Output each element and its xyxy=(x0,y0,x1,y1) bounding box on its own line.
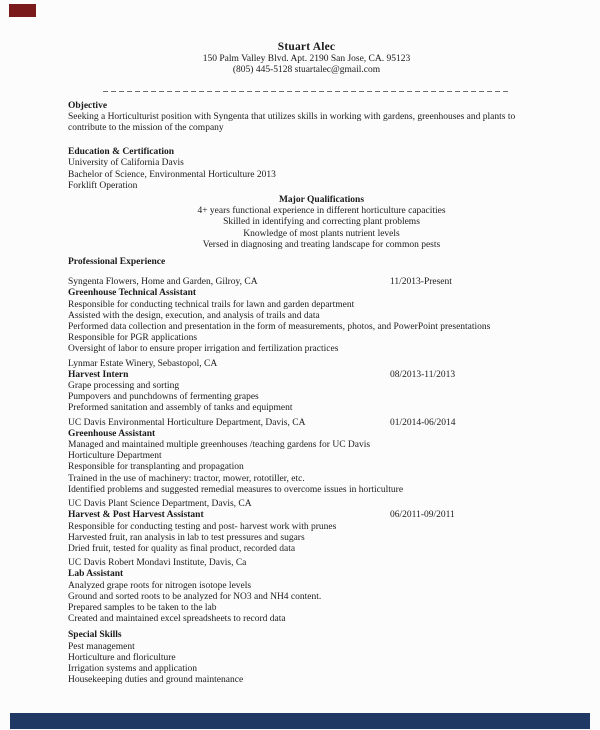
job-bullet: Pumpovers and punchdowns of fermenting grapes xyxy=(68,392,259,403)
education-heading: Education & Certification xyxy=(68,147,175,158)
section-education xyxy=(68,147,575,192)
phone-email-line: (805) 445-5128 stuartalec@gmail.com xyxy=(232,64,381,75)
education-line: Bachelor of Science, Environmental Horticulture 2013 xyxy=(68,169,276,180)
candidate-name: Stuart Alec xyxy=(277,41,336,53)
job-bullet: Dried fruit, tested for quality as final product, recorded data xyxy=(68,543,296,554)
job-bullet: Assisted with the design, execution, and analysis of trails and data xyxy=(68,310,320,321)
job-title: Harvest & Post Harvest Assistant xyxy=(68,510,204,521)
skill-line: Housekeeping duties and ground maintenance xyxy=(68,675,244,686)
qualification-line: Versed in diagnosing and treating landscape for common pests xyxy=(202,239,441,250)
qualification-line: Skilled in identifying and correcting plant problems xyxy=(223,217,420,228)
job-bullet: Oversight of labor to ensure proper irrigation and fertilization practices xyxy=(68,344,339,355)
job-block xyxy=(68,359,575,415)
job-bullet: Identified problems and suggested remedial measures to overcome issues in horticulture xyxy=(68,484,404,495)
objective-heading: Objective xyxy=(68,100,108,111)
job-date: 08/2013-11/2013 xyxy=(390,369,456,380)
job-company: Syngenta Flowers, Home and Garden, Gilroy, CA xyxy=(68,277,258,288)
job-bullet: Preformed sanitation and assembly of tanks and equipment xyxy=(68,403,293,414)
skill-line: Pest management xyxy=(68,641,135,652)
bottom-blue-bar xyxy=(10,713,590,729)
job-bullet: Performed data collection and presentation in the form of measurements, photos, and PowerPoint presentations xyxy=(68,322,491,333)
job-bullet: Responsible for transplanting and propagation xyxy=(68,462,244,473)
education-line: Forklift Operation xyxy=(68,180,138,191)
job-bullet: Horticulture Department xyxy=(68,451,162,462)
job-title-row xyxy=(68,510,575,521)
qualification-line: 4+ years functional experience in different horticulture capacities xyxy=(197,206,446,217)
job-bullet: Grape processing and sorting xyxy=(68,381,180,392)
job-block xyxy=(68,499,575,555)
skill-line: Horticulture and floriculture xyxy=(68,652,176,663)
section-special-skills xyxy=(68,630,575,686)
job-bullet: Prepared samples to be taken to the lab xyxy=(68,602,217,613)
job-bullet: Responsible for conducting testing and post- harvest work with prunes xyxy=(68,521,337,532)
job-title: Greenhouse Assistant xyxy=(68,428,156,439)
job-bullet: Trained in the use of machinery: tractor, mower, rototiller, etc. xyxy=(68,473,305,484)
resume-header xyxy=(68,40,545,92)
job-date: 11/2013-Present xyxy=(390,277,452,288)
job-title: Greenhouse Technical Assistant xyxy=(68,288,197,299)
job-title: Harvest Intern xyxy=(68,369,129,380)
section-major-qualifications xyxy=(68,195,575,251)
dashed-divider xyxy=(103,91,511,92)
job-bullet: Ground and sorted roots to be analyzed for NO3 and NH4 content. xyxy=(68,591,322,602)
job-title-row xyxy=(68,370,575,381)
section-objective xyxy=(68,101,575,135)
objective-line: contribute to the mission of the company xyxy=(68,123,224,133)
job-company: UC Davis Robert Mondavi Institute, Davis, Ca xyxy=(68,558,247,569)
job-company: UC Davis Plant Science Department, Davis, CA xyxy=(68,499,252,510)
job-date: 06/2011-09/2011 xyxy=(390,510,455,521)
qualification-line: Knowledge of most plants nutrient levels xyxy=(243,228,400,239)
job-company: UC Davis Environmental Horticulture Department, Davis, CA xyxy=(68,417,306,428)
job-title: Lab Assistant xyxy=(68,569,124,580)
special-skills-heading: Special Skills xyxy=(68,630,122,641)
objective-line: Seeking a Horticulturist position with Syngenta that utilizes skills in working with gardens, greenhouses and plants to xyxy=(68,111,516,122)
job-bullet: Managed and maintained multiple greenhouses /teaching gardens for UC Davis xyxy=(68,440,371,451)
education-line: University of California Davis xyxy=(68,158,184,169)
job-bullet: Analyzed grape roots for nitrogen isotope levels xyxy=(68,580,252,591)
job-bullet: Responsible for conducting technical trails for lawn and garden department xyxy=(68,299,355,310)
job-block xyxy=(68,418,575,496)
job-block xyxy=(68,558,575,625)
job-bullet: Harvested fruit, ran analysis in lab to test pressures and sugars xyxy=(68,532,305,543)
job-date: 01/2014-06/2014 xyxy=(390,417,456,428)
job-company-row xyxy=(68,418,575,429)
address-line: 150 Palm Valley Blvd. Apt. 2190 San Jose, CA. 95123 xyxy=(202,54,411,64)
resume-body xyxy=(68,101,575,687)
top-left-red-mark xyxy=(9,4,36,17)
job-block xyxy=(68,277,575,355)
job-company-row xyxy=(68,277,575,288)
job-bullet: Created and maintained excel spreadsheets to record data xyxy=(68,614,286,625)
skill-line: Irrigation systems and application xyxy=(68,663,198,674)
job-bullet: Responsible for PGR applications xyxy=(68,333,198,344)
section-experience xyxy=(68,257,575,625)
major-qualifications-heading: Major Qualifications xyxy=(278,195,365,206)
job-company: Lynmar Estate Winery, Sebastopol, CA xyxy=(68,358,218,369)
experience-heading: Professional Experience xyxy=(68,257,166,268)
